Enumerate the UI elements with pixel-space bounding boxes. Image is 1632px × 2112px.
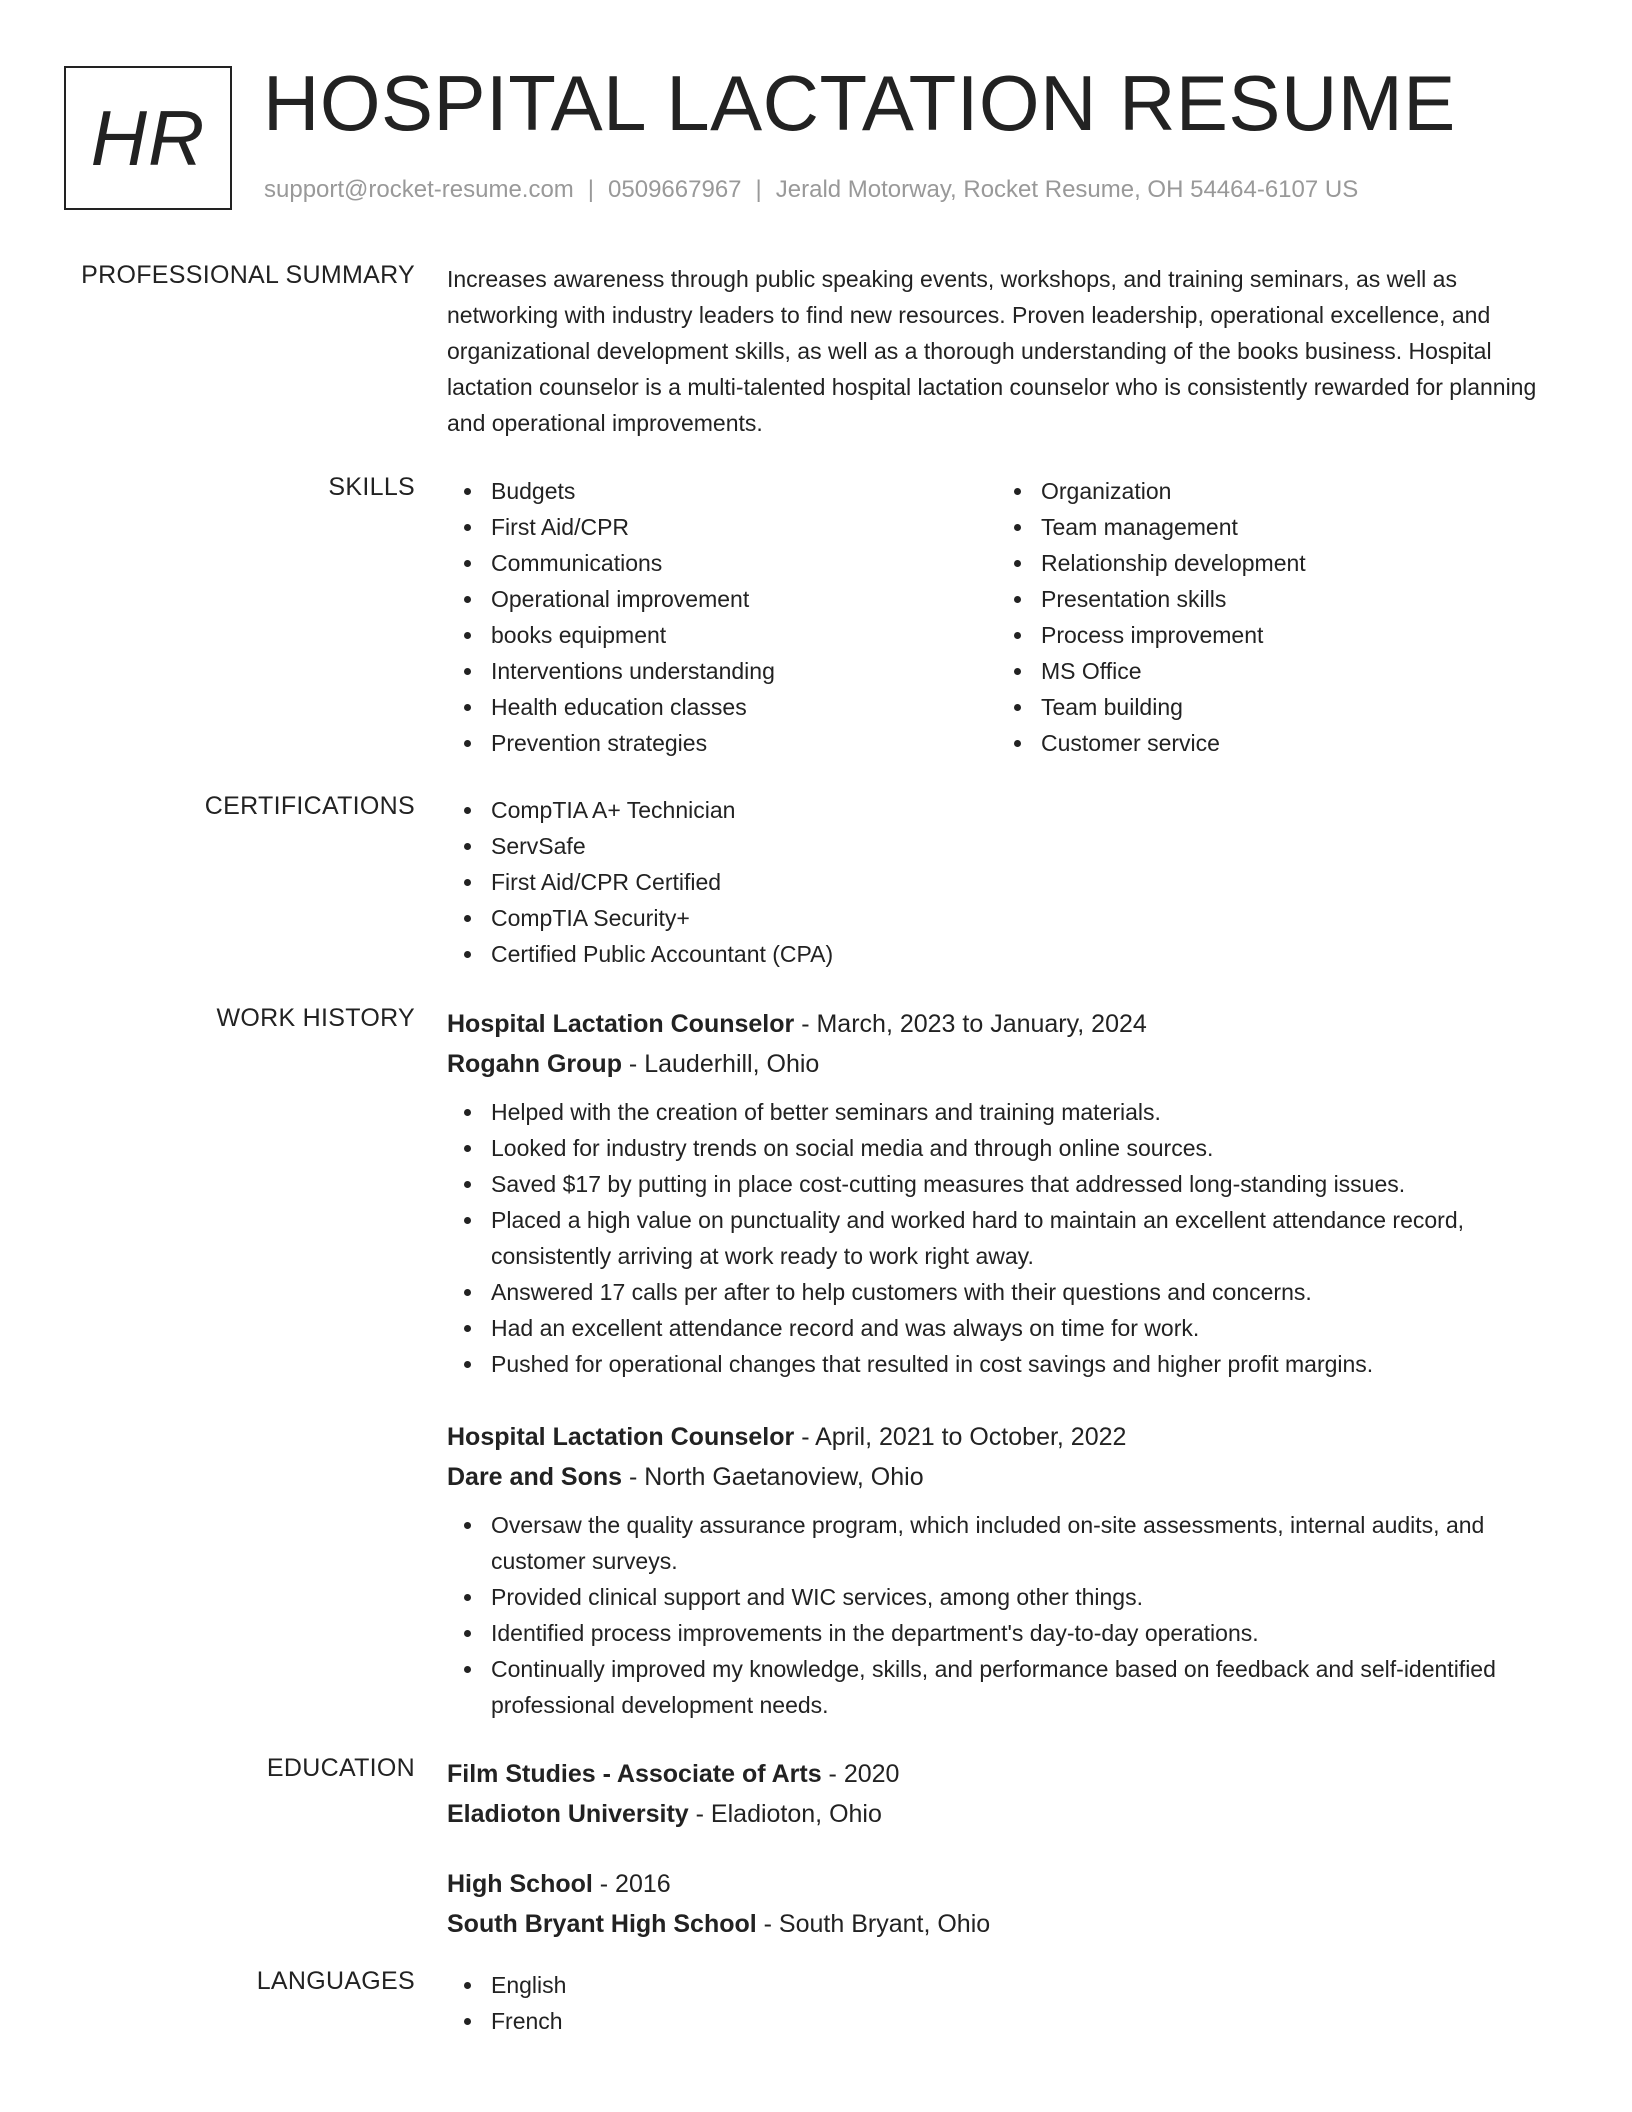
job-company: Dare and Sons	[447, 1463, 623, 1491]
education-location: - South Bryant, Ohio	[756, 1910, 991, 1938]
skill-item: MS Office	[997, 653, 1547, 689]
skill-item: Organization	[997, 473, 1547, 509]
job-bullet: Oversaw the quality assurance program, which included on-site assessments, internal audits, and customer surveys.	[447, 1507, 1567, 1579]
skills-body	[447, 473, 1567, 761]
education-entry	[447, 1754, 1567, 1834]
education-school: South Bryant High School	[447, 1910, 757, 1938]
skills-list-right	[997, 473, 1547, 761]
education-entry	[447, 1864, 1567, 1944]
job-bullet: Had an excellent attendance record and was always on time for work.	[447, 1310, 1567, 1346]
job-bullet-list	[447, 1507, 1567, 1723]
job-company-line	[447, 1457, 1567, 1497]
monogram-initials: HR	[90, 93, 206, 182]
job-bullet: Looked for industry trends on social media and through online sources.	[447, 1130, 1567, 1166]
skill-item: books equipment	[447, 617, 997, 653]
education-school-line	[447, 1794, 1567, 1834]
contact-address: Jerald Motorway, Rocket Resume, OH 54464-6107 US	[775, 176, 1359, 203]
summary-text: Increases awareness through public speaking events, workshops, and training seminars, as well as networking with industry leaders to find new resources. Proven leadership, operational excellence, and organizational development skills, as well as a thorough understanding of the books business. Hospital lactation counselor is a multi-talented hospital lactation counselor who is consistently rewarded for planning and operational improvements.	[447, 266, 1537, 436]
certification-item: Certified Public Accountant (CPA)	[447, 936, 1567, 972]
section-label-languages: LANGUAGES	[256, 1967, 415, 1995]
job-company: Rogahn Group	[447, 1050, 622, 1078]
job-title: Hospital Lactation Counselor	[447, 1423, 795, 1451]
education-degree-line	[447, 1864, 1567, 1904]
skill-item: Communications	[447, 545, 997, 581]
contact-phone: 0509667967	[608, 176, 742, 203]
section-label-work-history: WORK HISTORY	[216, 1004, 415, 1032]
education-degree: High School	[447, 1870, 593, 1898]
job-title: Hospital Lactation Counselor	[447, 1010, 795, 1038]
languages-body	[447, 1967, 1567, 2039]
section-label-skills: SKILLS	[328, 473, 415, 501]
job-bullet: Saved $17 by putting in place cost-cutting measures that addressed long-standing issues.	[447, 1166, 1567, 1202]
education-school-line	[447, 1904, 1567, 1944]
job-location: - Lauderhill, Ohio	[621, 1050, 820, 1078]
skill-item: Customer service	[997, 725, 1547, 761]
certification-item: First Aid/CPR Certified	[447, 864, 1567, 900]
education-school: Eladioton University	[447, 1800, 689, 1828]
certification-item: ServSafe	[447, 828, 1567, 864]
job-dates: - March, 2023 to January, 2024	[794, 1010, 1147, 1038]
education-degree: Film Studies - Associate of Arts	[447, 1760, 822, 1788]
job-bullet: Answered 17 calls per after to help customers with their questions and concerns.	[447, 1274, 1567, 1310]
education-location: - Eladioton, Ohio	[688, 1800, 882, 1828]
skill-item: Prevention strategies	[447, 725, 997, 761]
contact-separator: |	[755, 176, 762, 203]
job-location: - North Gaetanoview, Ohio	[622, 1463, 924, 1491]
skill-item: Relationship development	[997, 545, 1547, 581]
work-history-body	[447, 1004, 1567, 1723]
skills-list-left	[447, 473, 997, 761]
job-entry	[447, 1004, 1567, 1417]
job-title-line	[447, 1417, 1567, 1457]
education-degree-line	[447, 1754, 1567, 1794]
contact-separator: |	[587, 176, 595, 203]
education-year: - 2020	[821, 1760, 900, 1788]
job-company-line	[447, 1044, 1567, 1084]
skill-item: Budgets	[447, 473, 997, 509]
certifications-list	[447, 792, 1567, 972]
certifications-body	[447, 792, 1567, 972]
job-bullet: Pushed for operational changes that resulted in cost savings and higher profit margins.	[447, 1346, 1567, 1382]
language-item: French	[447, 2003, 1567, 2039]
skill-item: Process improvement	[997, 617, 1547, 653]
skills-columns	[447, 473, 1567, 761]
section-label-summary: PROFESSIONAL SUMMARY	[81, 261, 415, 289]
resume-title: HOSPITAL LACTATION RESUME	[263, 59, 1456, 147]
certification-item: CompTIA Security+	[447, 900, 1567, 936]
skill-item: First Aid/CPR	[447, 509, 997, 545]
job-bullet-list	[447, 1094, 1567, 1382]
job-dates: - April, 2021 to October, 2022	[794, 1423, 1127, 1451]
skill-item: Team management	[997, 509, 1547, 545]
contact-email: support@rocket-resume.com	[264, 176, 574, 203]
skill-item: Operational improvement	[447, 581, 997, 617]
job-bullet: Continually improved my knowledge, skills, and performance based on feedback and self-identified professional development needs.	[447, 1651, 1567, 1723]
certification-item: CompTIA A+ Technician	[447, 792, 1567, 828]
skill-item: Team building	[997, 689, 1547, 725]
section-label-education: EDUCATION	[266, 1754, 415, 1782]
monogram-box	[64, 66, 232, 210]
job-bullet: Identified process improvements in the department's day-to-day operations.	[447, 1615, 1567, 1651]
skill-item: Interventions understanding	[447, 653, 997, 689]
job-entry	[447, 1417, 1567, 1723]
languages-list	[447, 1967, 1567, 2039]
job-bullet: Placed a high value on punctuality and worked hard to maintain an excellent attendance record, consistently arriving at work ready to work right away.	[447, 1202, 1567, 1274]
skill-item: Health education classes	[447, 689, 997, 725]
job-bullet: Provided clinical support and WIC services, among other things.	[447, 1579, 1567, 1615]
language-item: English	[447, 1967, 1567, 2003]
section-label-certifications: CERTIFICATIONS	[204, 792, 415, 820]
education-year: - 2016	[592, 1870, 671, 1898]
job-bullet: Helped with the creation of better seminars and training materials.	[447, 1094, 1567, 1130]
education-body	[447, 1754, 1567, 1974]
contact-line	[264, 176, 1358, 204]
job-title-line	[447, 1004, 1567, 1044]
skill-item: Presentation skills	[997, 581, 1547, 617]
